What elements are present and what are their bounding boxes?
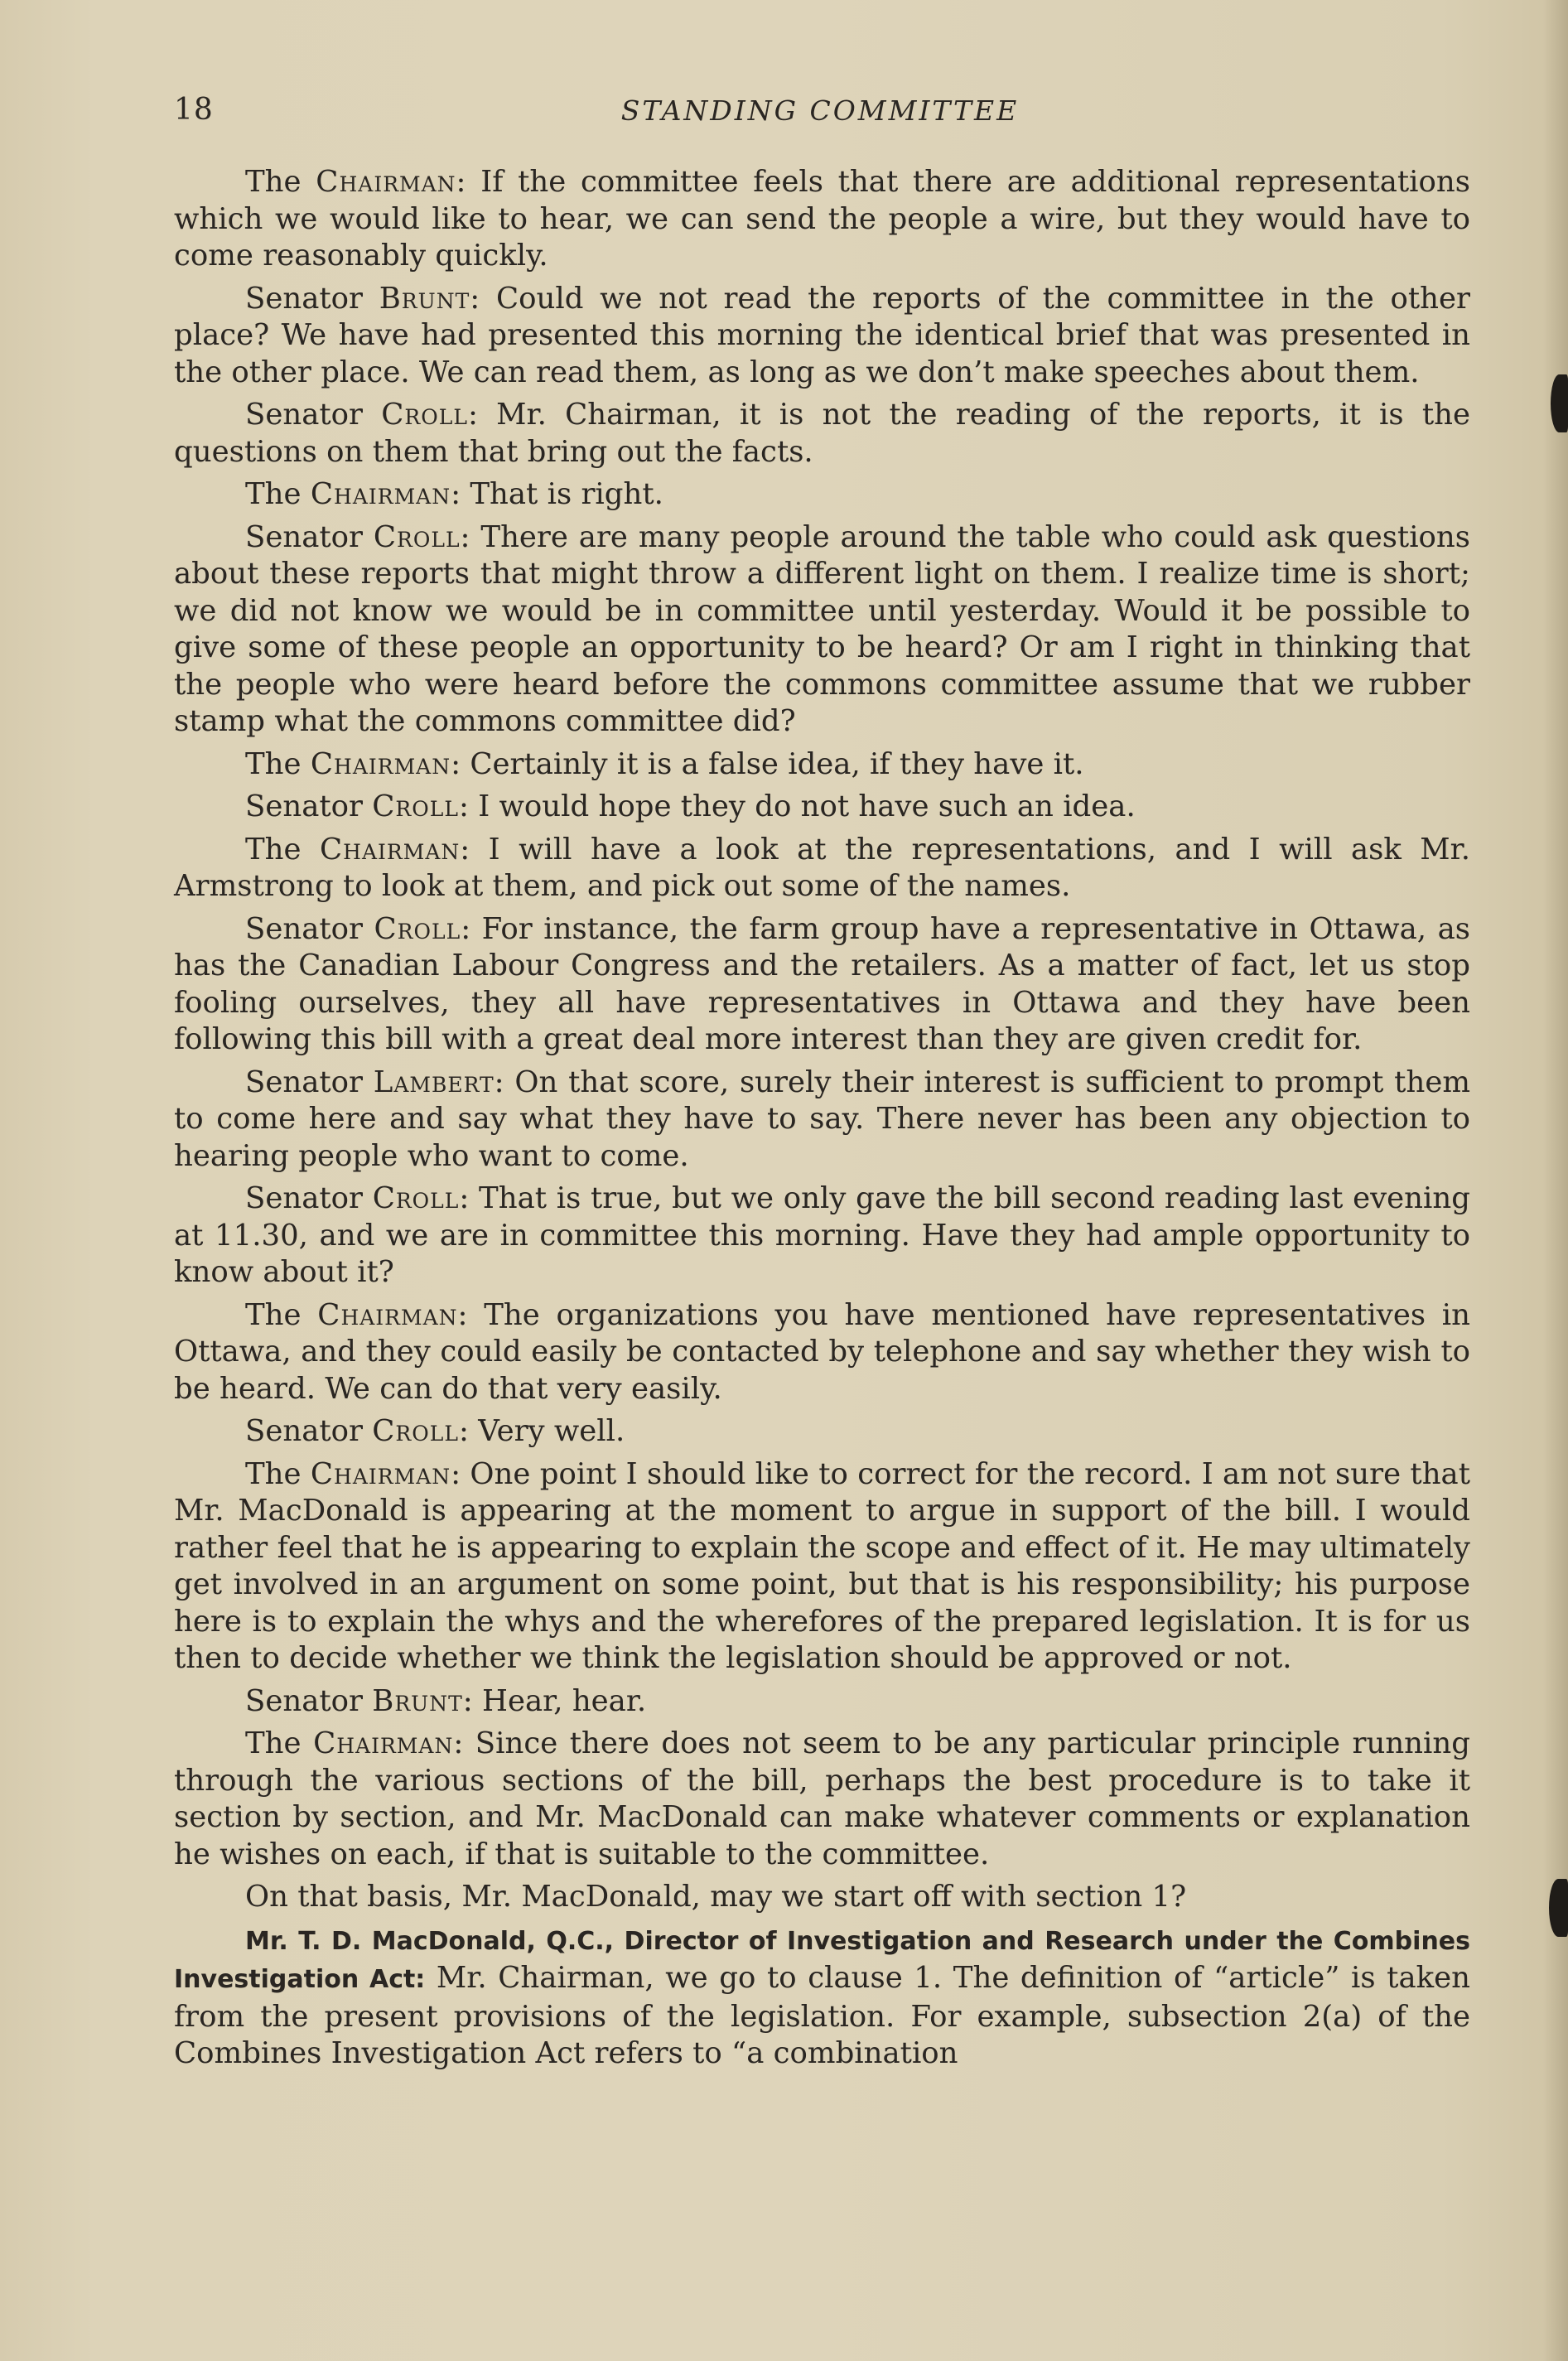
transcript-paragraph	[174, 1879, 1470, 1916]
speaker-name: Brunt	[379, 281, 470, 316]
speaker-name: Lambert	[373, 1065, 495, 1099]
paragraph-text: : If the committee feels that there are additional representations which we would like to hear, we can send the people a wire, but they would have to come reasonably quickly.	[174, 165, 1470, 273]
transcript-paragraph	[174, 1726, 1470, 1873]
page-edge-shadow	[1543, 0, 1568, 2361]
paragraph-text: : Mr. Chairman, it is not the reading of the reports, it is the questions on them that bring out the facts.	[174, 398, 1470, 469]
transcript-paragraph	[174, 1456, 1470, 1678]
speaker-name: Croll	[372, 1414, 459, 1448]
speaker-prefix: The	[245, 165, 302, 199]
speaker-prefix: Senator	[245, 789, 363, 823]
paragraph-text: : Hear, hear.	[462, 1683, 647, 1718]
page-number: 18	[174, 93, 214, 127]
transcript-paragraph	[174, 911, 1470, 1059]
speaker-prefix: The	[245, 1456, 302, 1491]
speaker-prefix: Senator	[245, 1683, 363, 1718]
paragraph-text: : Could we not read the reports of the committee in the other place? We have had presented this morning the identical brief that was presented in the other place. We can read them, as long as we don’t make speeches about them.	[174, 281, 1470, 389]
transcript-paragraph	[174, 1297, 1470, 1408]
speaker-prefix: Senator	[245, 1065, 363, 1099]
transcript-paragraph	[174, 281, 1470, 392]
speaker-name: Croll	[381, 398, 468, 432]
transcript-paragraph	[174, 476, 1470, 514]
paragraph-text: : For instance, the farm group have a representative in Ottawa, as has the Canadian Labour Congress and the retailers. As a matter of fact, let us stop fooling ourselves, they all have representatives in Ottawa and they have been following this bill with a great deal more interest than they are given credit for.	[174, 911, 1470, 1056]
paragraph-text: : On that score, surely their interest is sufficient to prompt them to come here and say what they have to say. There never has been any objection to hearing people who want to come.	[174, 1065, 1470, 1173]
speaker-name: Chairman	[310, 746, 451, 781]
transcript-paragraph	[174, 1065, 1470, 1176]
paragraph-text: : Very well.	[458, 1414, 625, 1448]
speaker-name: Croll	[374, 911, 461, 946]
speaker-prefix: Senator	[245, 398, 363, 432]
transcript-body	[174, 164, 1470, 2079]
paragraph-text: : That is true, but we only gave the bill second reading last evening at 11.30, and we are in committee this morning. Have they had ample opportunity to know about it?	[174, 1181, 1470, 1289]
speaker-prefix: Senator	[245, 519, 363, 554]
binder-clip-mark-bottom	[1549, 1879, 1568, 1937]
transcript-paragraph	[174, 1413, 1470, 1451]
final-paragraph	[174, 1922, 1470, 2073]
speaker-name: Croll	[372, 789, 459, 823]
paragraph-text: : Since there does not seem to be any particular principle running through the various sections of the bill, perhaps the best procedure is to take it section by section, and Mr. MacDonald can make whatever comments or explanation he wishes on each, if that is suitable to the committee.	[174, 1726, 1470, 1871]
paragraph-text: : That is right.	[451, 477, 663, 511]
speaker-prefix: The	[245, 832, 302, 867]
paragraph-text: : Certainly it is a false idea, if they have it.	[451, 746, 1084, 781]
speaker-name: Chairman	[320, 832, 461, 867]
final-speaker-label: Mr. T. D. MacDonald, Q.C., Director of Investigation and Research under the Combines Investigation Act:	[174, 1926, 1470, 1994]
speaker-name: Chairman	[316, 165, 456, 199]
binder-clip-mark-top	[1551, 374, 1568, 432]
transcript-paragraph	[174, 746, 1470, 784]
speaker-name: Chairman	[313, 1726, 454, 1760]
paragraph-text: : The organizations you have mentioned have representatives in Ottawa, and they could easily be contacted by telephone and say whether they wish to be heard. We can do that very easily.	[174, 1297, 1470, 1406]
speaker-name: Chairman	[310, 1456, 451, 1491]
speaker-prefix: The	[245, 1726, 302, 1760]
paragraph-text: : There are many people around the table who could ask questions about these reports that might throw a different light on them. I realize time is short; we did not know we would be in committee until yesterday. Would it be possible to give some of these people an opportunity to be heard? Or am I right in thinking that the people who were heard before the commons committee assume that we rubber stamp what the commons committee did?	[174, 519, 1470, 738]
transcript-paragraph	[174, 1683, 1470, 1721]
transcript-paragraph	[174, 519, 1470, 741]
final-paragraph-text: Mr. Chairman, we go to clause 1. The definition of “article” is taken from the present provisions of the legislation. For example, subsection 2(a) of the Combines Investigation Act refers to “a combination	[174, 1961, 1470, 2070]
speaker-prefix: Senator	[245, 281, 363, 316]
transcript-paragraph	[174, 789, 1470, 826]
speaker-name: Chairman	[317, 1297, 458, 1332]
speaker-prefix: Senator	[245, 911, 363, 946]
speaker-prefix: The	[245, 1297, 302, 1332]
page-header	[174, 93, 1466, 134]
transcript-paragraph	[174, 1180, 1470, 1292]
running-head: STANDING COMMITTEE	[620, 94, 1020, 127]
paragraph-text: : I would hope they do not have such an idea.	[458, 789, 1136, 823]
transcript-paragraph	[174, 164, 1470, 275]
speaker-prefix: Senator	[245, 1181, 363, 1215]
transcript-paragraph	[174, 397, 1470, 471]
transcript-paragraph	[174, 832, 1470, 905]
paragraph-text: : One point I should like to correct for the record. I am not sure that Mr. MacDonald is appearing at the moment to argue in support of the bill. I would rather feel that he is appearing to explain the scope and effect of it. He may ultimately get involved in an argument on some point, but that is his responsibility; his purpose here is to explain the whys and the wherefores of the prepared legislation. It is for us then to decide whether we think the legislation should be approved or not.	[174, 1456, 1470, 1675]
speaker-prefix: The	[245, 477, 302, 511]
speaker-name: Brunt	[372, 1683, 463, 1718]
paragraph-text: On that basis, Mr. MacDonald, may we start off with section 1?	[245, 1880, 1187, 1914]
paragraph-list	[174, 164, 1470, 1916]
paragraph-text: : I will have a look at the representations, and I will ask Mr. Armstrong to look at them, and pick out some of the names.	[174, 832, 1470, 903]
speaker-name: Croll	[372, 1181, 460, 1215]
speaker-name: Croll	[373, 519, 461, 554]
speaker-name: Chairman	[310, 477, 451, 511]
speaker-prefix: Senator	[245, 1414, 363, 1448]
speaker-prefix: The	[245, 746, 302, 781]
